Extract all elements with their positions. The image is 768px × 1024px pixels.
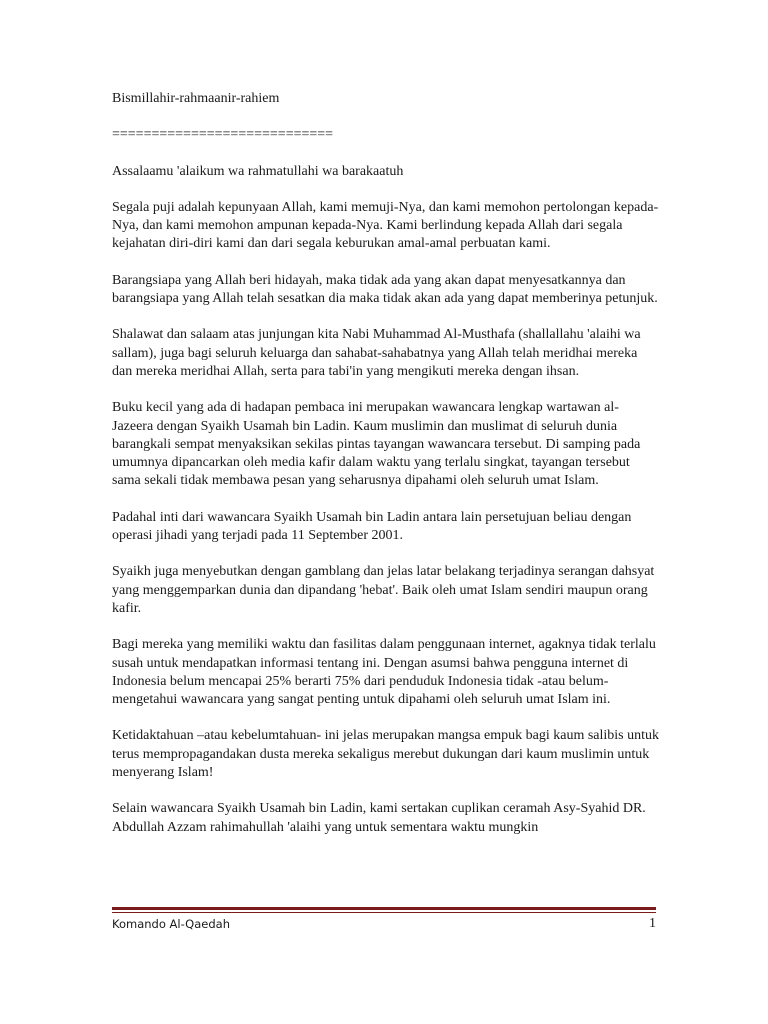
document-heading: Bismillahir-rahmaanir-rahiem [112,91,280,106]
paragraph: Barangsiapa yang Allah beri hidayah, maka tidak ada yang akan dapat menyesatkannya dan barangsiapa yang Allah telah sesatkan dia maka tidak akan ada yang dapat memberinya petunjuk. [112,272,658,307]
paragraph: Segala puji adalah kepunyaan Allah, kami memuji-Nya, dan kami memohon pertolongan kepada-Nya, dan kami memohon ampunan kepada-Nya. Kami berlindung kepada Allah dari segala kejahatan diri-diri kami dan dari segala keburukan amal-amal perbuatan kami. [112,199,659,252]
paragraph: Buku kecil yang ada di hadapan pembaca ini merupakan wawancara lengkap wartawan al-Jazeera dengan Syaikh Usamah bin Ladin. Kaum muslimin dan muslimat di seluruh dunia barangkali sempat menyaksikan sekilas pintas tayangan wawancara tersebut. Di samping pada umumnya dipancarkan oleh media kafir dalam waktu yang terlalu singkat, tayangan tersebut sama sekali tidak membawa pesan yang seharusnya dipahami oleh seluruh umat Islam. [112,400,641,489]
page-number: 1 [649,916,656,931]
footer-divider-thin [112,912,656,913]
paragraph: Padahal inti dari wawancara Syaikh Usamah bin Ladin antara lain persetujuan beliau dengan operasi jihadi yang terjadi pada 11 September 2001. [112,509,632,544]
footer-divider-thick [112,907,656,910]
paragraph: Selain wawancara Syaikh Usamah bin Ladin, kami sertakan cuplikan ceramah Asy-Syahid DR. Abdullah Azzam rahimahullah 'alaihi yang untuk sementara waktu mungkin [112,801,646,835]
paragraph-greeting: Assalaamu 'alaikum wa rahmatullahi wa barakaatuh [112,163,404,179]
paragraph: Ketidaktahuan –atau kebelumtahuan- ini jelas merupakan mangsa empuk bagi kaum salibis untuk terus mempropagandakan dusta mereka sekaligus merebut dukungan dari kaum muslimin untuk menyerang Islam! [112,728,660,781]
paragraph: Syaikh juga menyebutkan dengan gamblang dan jelas latar belakang terjadinya serangan dahsyat yang menggemparkan dunia dan dipandang 'hebat'. Baik oleh umat Islam sendiri maupun orang kafir. [112,564,655,616]
document-body [112,90,660,855]
heading-underline: ============================ [112,127,334,143]
paragraph: Bagi mereka yang memiliki waktu dan fasilitas dalam penggunaan internet, agaknya tidak terlalu susah untuk mendapatkan informasi tentang ini. Dengan asumsi bahwa pengguna internet di Indonesia belum mencapai 25% berarti 75% dari penduduk Indonesia tidak -atau belum- mengetahui wawancara yang sangat penting untuk dipahami oleh seluruh umat Islam ini. [112,637,656,708]
paragraph: Shalawat dan salaam atas junjungan kita Nabi Muhammad Al-Musthafa (shallallahu 'alaihi wa sallam), juga bagi seluruh keluarga dan sahabat-sahabatnya yang Allah telah meridhai mereka dan mereka meridhai Allah, serta para tabi'in yang mengikuti mereka dengan ihsan. [112,327,641,379]
footer-title: Komando Al-Qaedah [112,917,230,931]
